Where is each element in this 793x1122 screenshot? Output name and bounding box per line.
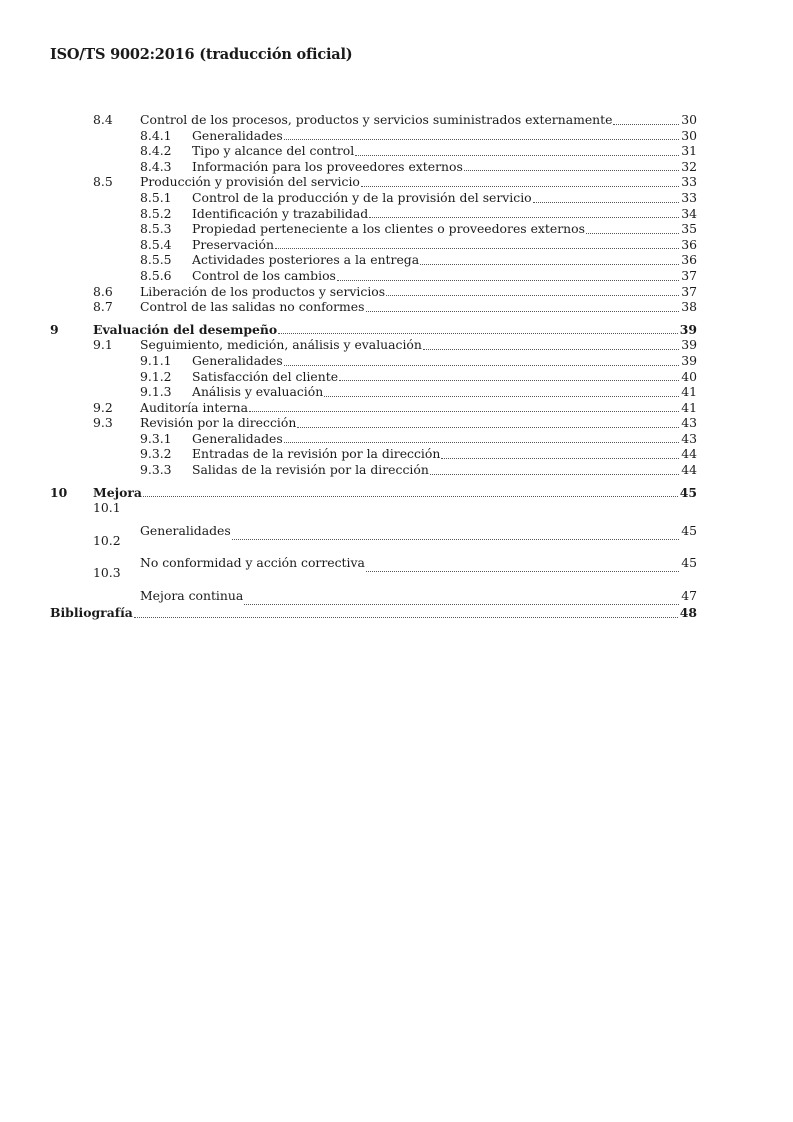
toc-section-number: 9.1.2 bbox=[140, 368, 172, 384]
toc-page-number: 41 bbox=[681, 384, 697, 400]
toc-entry-title: Generalidades bbox=[192, 127, 283, 143]
toc-row bbox=[0, 485, 793, 501]
toc-entry-link[interactable] bbox=[192, 237, 697, 253]
toc-entry-title: Mejora bbox=[93, 484, 142, 500]
toc-page-number: 39 bbox=[681, 352, 697, 368]
toc-dot-leader bbox=[324, 396, 679, 397]
toc-dot-leader bbox=[284, 139, 679, 140]
toc-page-number: 40 bbox=[681, 368, 697, 384]
document-header: ISO/TS 9002:2016 (traducción oficial) bbox=[50, 46, 353, 63]
toc-section-number: 8.6 bbox=[93, 283, 113, 299]
toc-dot-leader bbox=[249, 411, 679, 412]
toc-page-number: 33 bbox=[681, 174, 697, 190]
toc-section-number: 9.3 bbox=[93, 415, 113, 431]
toc-section-number: 10.2 bbox=[93, 532, 121, 548]
toc-dot-leader bbox=[284, 365, 679, 366]
toc-section-number: 10.1 bbox=[93, 500, 121, 516]
toc-row bbox=[0, 284, 793, 300]
toc-page-number: 34 bbox=[681, 205, 697, 221]
toc-section-number: 8.4.1 bbox=[140, 127, 172, 143]
toc-dot-leader bbox=[337, 280, 679, 281]
toc-dot-leader bbox=[613, 124, 679, 125]
toc-entry-title: Generalidades bbox=[192, 352, 283, 368]
toc-page-number: 48 bbox=[679, 605, 697, 621]
toc-entry-link[interactable] bbox=[140, 400, 697, 416]
toc-section-number: 8.5.5 bbox=[140, 252, 172, 268]
toc-dot-leader bbox=[284, 442, 679, 443]
toc-page-number: 39 bbox=[679, 321, 697, 337]
toc-page-number: 37 bbox=[681, 267, 697, 283]
toc-entry-link[interactable] bbox=[93, 485, 697, 501]
toc-section-number: 10 bbox=[50, 484, 68, 500]
toc-entry-link[interactable] bbox=[192, 431, 697, 447]
toc-section-number: 9.1 bbox=[93, 337, 113, 353]
toc-row bbox=[0, 446, 793, 462]
toc-row bbox=[0, 384, 793, 400]
toc-row bbox=[0, 206, 793, 222]
toc-section-number: 9.3.2 bbox=[140, 446, 172, 462]
toc-page-number: 45 bbox=[681, 555, 697, 571]
toc-entry-title: Tipo y alcance del control bbox=[192, 143, 355, 159]
toc-entry-link[interactable] bbox=[140, 112, 697, 128]
toc-row bbox=[0, 268, 793, 284]
toc-entry-title: Evaluación del desempeño bbox=[93, 321, 278, 337]
toc-entry-title: Revisión por la dirección bbox=[140, 415, 297, 431]
toc-page-number: 36 bbox=[681, 236, 697, 252]
toc-dot-leader bbox=[369, 217, 679, 218]
toc-entry-title: Control de las salidas no conformes bbox=[140, 299, 365, 315]
toc-entry-title: Mejora continua bbox=[140, 588, 244, 604]
toc-page-number: 45 bbox=[679, 484, 697, 500]
toc-entry-link[interactable] bbox=[140, 174, 697, 190]
toc-dot-leader bbox=[366, 311, 680, 312]
toc-page-number: 39 bbox=[681, 337, 697, 353]
toc-dot-leader bbox=[339, 380, 679, 381]
toc-page-number: 43 bbox=[681, 430, 697, 446]
toc-dot-leader bbox=[423, 349, 679, 350]
toc-row bbox=[0, 533, 793, 549]
toc-entry-title: Bibliografía bbox=[50, 605, 133, 621]
toc-section-number: 8.4.2 bbox=[140, 143, 172, 159]
toc-row bbox=[0, 565, 793, 581]
toc-page-number: 41 bbox=[681, 399, 697, 415]
toc-row bbox=[0, 415, 793, 431]
toc-dot-leader bbox=[420, 264, 679, 265]
toc-row bbox=[0, 221, 793, 237]
toc-entry-link[interactable] bbox=[140, 284, 697, 300]
toc-entry-link[interactable] bbox=[192, 159, 697, 175]
toc-dot-leader bbox=[143, 496, 678, 497]
toc-row bbox=[0, 190, 793, 206]
toc-page-number: 31 bbox=[681, 143, 697, 159]
toc-section-number: 8.5.1 bbox=[140, 189, 172, 205]
toc-dot-leader bbox=[134, 617, 678, 618]
toc-entry-title: Auditoría interna bbox=[140, 399, 249, 415]
toc-page-number: 35 bbox=[681, 221, 697, 237]
toc-entry-title: Preservación bbox=[192, 236, 274, 252]
toc-entry-link[interactable] bbox=[192, 190, 697, 206]
toc-section-number: 8.4.3 bbox=[140, 158, 172, 174]
toc-entry-title: Liberación de los productos y servicios bbox=[140, 283, 386, 299]
toc-section-number: 8.4 bbox=[93, 112, 113, 127]
toc-row bbox=[0, 159, 793, 175]
toc-page-number: 36 bbox=[681, 252, 697, 268]
toc-entry-title: Información para los proveedores externos bbox=[192, 158, 463, 174]
toc-row bbox=[0, 322, 793, 338]
toc-section-number: 8.5.2 bbox=[140, 205, 172, 221]
toc-entry-title: Propiedad perteneciente a los clientes o proveedores externos bbox=[192, 221, 585, 237]
toc-section-number: 8.5.6 bbox=[140, 267, 172, 283]
toc-entry-link[interactable] bbox=[192, 268, 697, 284]
toc-page-number: 44 bbox=[681, 462, 697, 478]
toc-entry-title: Salidas de la revisión por la dirección bbox=[192, 462, 429, 478]
toc-entry-title: Generalidades bbox=[192, 430, 283, 446]
toc-entry-link[interactable] bbox=[192, 462, 697, 478]
toc-dot-leader bbox=[464, 170, 679, 171]
toc-entry-title: Identificación y trazabilidad bbox=[192, 205, 369, 221]
toc-entry-link[interactable] bbox=[192, 353, 697, 369]
toc-entry-link[interactable] bbox=[140, 299, 697, 315]
toc-section-number: 9.2 bbox=[93, 399, 113, 415]
toc-section-number: 8.7 bbox=[93, 299, 113, 315]
toc-entry-link[interactable] bbox=[192, 143, 697, 159]
toc-row bbox=[0, 143, 793, 159]
toc-row bbox=[0, 112, 793, 128]
toc-entry-link[interactable] bbox=[50, 605, 697, 621]
toc-spacer bbox=[0, 478, 793, 485]
toc-row bbox=[0, 605, 793, 621]
toc-entry-title: Producción y provisión del servicio bbox=[140, 174, 360, 190]
toc-entry-link[interactable] bbox=[192, 446, 697, 462]
toc-entry-title: Entradas de la revisión por la dirección bbox=[192, 446, 441, 462]
toc-page-number: 37 bbox=[681, 283, 697, 299]
table-of-contents bbox=[0, 112, 793, 621]
toc-row bbox=[0, 500, 793, 516]
toc-dot-leader bbox=[441, 458, 679, 459]
toc-entry-title: Análisis y evaluación bbox=[192, 384, 324, 400]
toc-entry-link[interactable] bbox=[192, 384, 697, 400]
toc-entry-title: Control de la producción y de la provisión del servicio bbox=[192, 189, 532, 205]
toc-dot-leader bbox=[278, 333, 678, 334]
toc-section-number: 10.3 bbox=[93, 565, 121, 581]
toc-dot-leader bbox=[430, 474, 679, 475]
toc-entry-title: Generalidades bbox=[140, 522, 231, 538]
toc-row bbox=[0, 431, 793, 447]
toc-row bbox=[0, 369, 793, 385]
toc-page-number: 44 bbox=[681, 446, 697, 462]
toc-dot-leader bbox=[275, 248, 679, 249]
toc-row bbox=[0, 581, 793, 604]
toc-section-number: 9.1.3 bbox=[140, 384, 172, 400]
toc-section-number: 9.1.1 bbox=[140, 352, 172, 368]
toc-entry-link[interactable] bbox=[192, 221, 697, 237]
toc-dot-leader bbox=[386, 295, 679, 296]
toc-dot-leader bbox=[586, 233, 679, 234]
toc-section-number: 9.3.1 bbox=[140, 430, 172, 446]
toc-page-number: 32 bbox=[681, 158, 697, 174]
toc-entry-link[interactable] bbox=[140, 415, 697, 431]
toc-row bbox=[0, 237, 793, 253]
toc-row bbox=[0, 516, 793, 538]
toc-row bbox=[0, 353, 793, 369]
toc-row bbox=[0, 548, 793, 571]
toc-entry-link[interactable] bbox=[93, 322, 697, 338]
toc-entry-title: Satisfacción del cliente bbox=[192, 368, 339, 384]
toc-spacer bbox=[0, 315, 793, 322]
toc-page-number: 30 bbox=[681, 127, 697, 143]
toc-entry-link[interactable] bbox=[192, 252, 697, 268]
toc-entry-link[interactable] bbox=[192, 369, 697, 385]
toc-row bbox=[0, 252, 793, 268]
toc-section-number: 8.5 bbox=[93, 174, 113, 190]
toc-entry-link[interactable] bbox=[140, 337, 697, 353]
toc-page-number: 47 bbox=[681, 588, 697, 604]
toc-section-number: 9 bbox=[50, 321, 59, 337]
toc-row bbox=[0, 337, 793, 353]
toc-row bbox=[0, 174, 793, 190]
toc-dot-leader bbox=[361, 186, 679, 187]
toc-section-number: 8.5.3 bbox=[140, 221, 172, 237]
toc-entry-title: Seguimiento, medición, análisis y evaluación bbox=[140, 337, 422, 353]
toc-page-number: 38 bbox=[681, 299, 697, 315]
toc-entry-title: Control de los procesos, productos y servicios suministrados externamente bbox=[140, 112, 613, 127]
toc-dot-leader bbox=[297, 427, 679, 428]
toc-dot-leader bbox=[355, 155, 679, 156]
toc-dot-leader bbox=[533, 202, 680, 203]
toc-page-number: 30 bbox=[681, 112, 697, 127]
toc-page-number: 33 bbox=[681, 189, 697, 205]
toc-row bbox=[0, 299, 793, 315]
toc-row bbox=[0, 462, 793, 478]
toc-entry-title: Control de los cambios bbox=[192, 267, 336, 283]
toc-entry-link[interactable] bbox=[192, 206, 697, 222]
toc-row bbox=[0, 128, 793, 144]
toc-section-number: 9.3.3 bbox=[140, 462, 172, 478]
toc-section-number: 8.5.4 bbox=[140, 236, 172, 252]
toc-entry-title: Actividades posteriores a la entrega bbox=[192, 252, 420, 268]
toc-entry-link[interactable] bbox=[192, 128, 697, 144]
toc-page-number: 45 bbox=[681, 522, 697, 538]
toc-row bbox=[0, 400, 793, 416]
toc-page-number: 43 bbox=[681, 415, 697, 431]
toc-entry-title: No conformidad y acción correctiva bbox=[140, 555, 365, 571]
